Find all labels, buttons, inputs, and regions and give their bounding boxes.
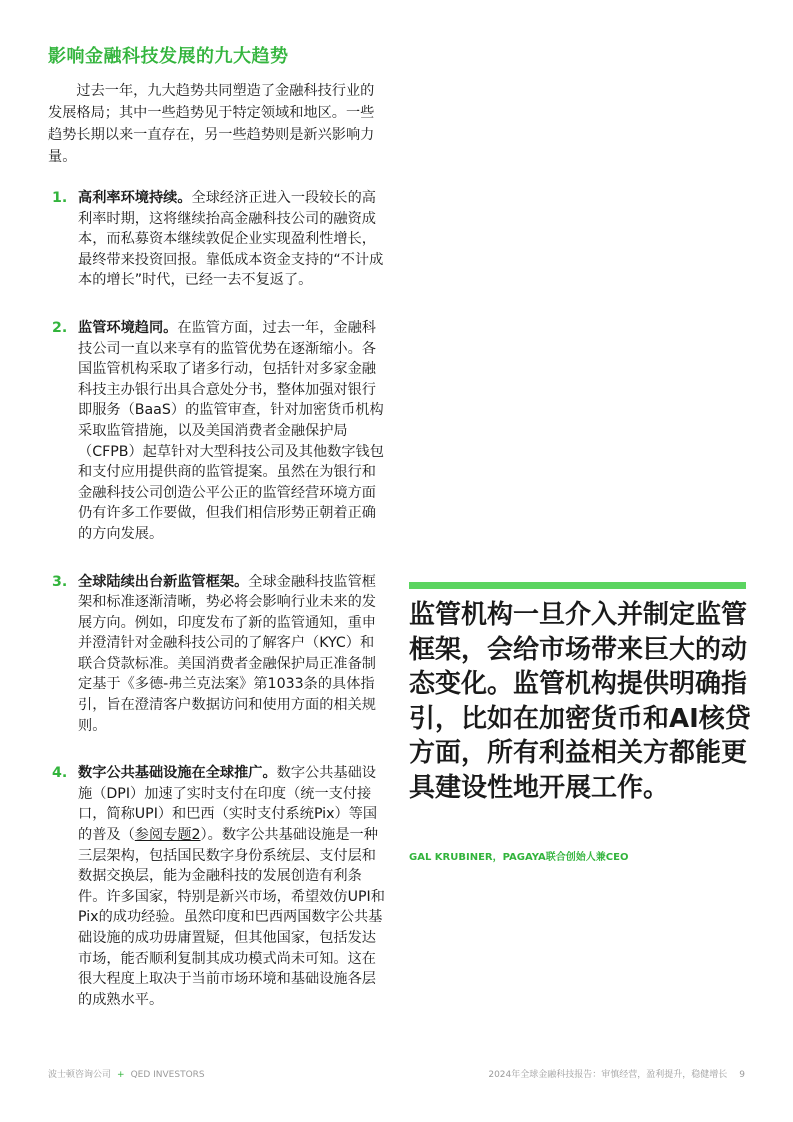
section-heading: 影响金融科技发展的九大趋势 bbox=[48, 46, 289, 67]
trend-title: 高利率环境持续。 bbox=[78, 190, 192, 206]
trend-number: 2. bbox=[52, 319, 68, 336]
footer-brand-qed: QED INVESTORS bbox=[130, 1070, 205, 1080]
quote-accent-bar bbox=[409, 582, 746, 589]
see-feature-link[interactable]: 参阅专题2 bbox=[134, 827, 201, 844]
trend-title: 全球陆续出台新监管框架。 bbox=[78, 573, 249, 590]
trend-item-2 bbox=[48, 318, 386, 545]
trend-title: 监管环境趋同。 bbox=[78, 319, 178, 336]
trend-item-4 bbox=[48, 763, 386, 1010]
trend-body-continued: ）。数字公共基础设施是一种三层架构，包括国民数字身份系统层、支付层和数据交换层，能为金融科技的发展创造有利条件。许多国家，特别是新兴市场，希望效仿UPI和Pix的成功经验。虽然印度和巴西两国数字公共基础设施的成功毋庸置疑，但其他国家，包括发达市场，能否顺利复制其成功模式尚未可知。这在很大程度上取决于当前市场环境和基础设施各层的成熟水平。 bbox=[78, 827, 385, 1008]
trend-list bbox=[48, 188, 386, 1010]
pull-quote: 监管机构一旦介入并制定监管框架，会给市场带来巨大的动态变化。监管机构提供明确指引，比如在加密货币和AI核贷方面，所有利益相关方都能更具建设性地开展工作。 bbox=[409, 600, 751, 803]
footer-separator: + bbox=[117, 1070, 125, 1080]
footer-brands bbox=[48, 1067, 205, 1080]
trend-number: 4. bbox=[52, 765, 68, 782]
trend-body: 数字公共基础设施（DPI）加速了实时支付在印度（统一支付接口，简称UPI）和巴西（实时支付系统Pix）等国的普及（ bbox=[78, 765, 378, 844]
trend-number: 1. bbox=[52, 190, 68, 206]
trend-body: 全球经济正进入一段较长的高利率时期，这将继续抬高金融科技公司的融资成本，而私募资本继续敦促企业实现盈利性增长，最终带来投资回报。靠低成本资金支持的“不计成本的增长”时代，已经一去不复返了。 bbox=[78, 190, 384, 289]
trend-item-1 bbox=[48, 188, 386, 291]
trend-title: 数字公共基础设施在全球推广。 bbox=[78, 765, 277, 782]
trend-number: 3. bbox=[52, 573, 68, 590]
trend-body: 全球金融科技监管框架和标准逐渐清晰，势必将会影响行业未来的发展方向。例如，印度发布了新的监管通知，重申并澄清针对金融科技公司的了解客户（KYC）和联合贷款标准。美国消费者金融保护局正准备制定基于《多德-弗兰克法案》第1033条的具体指引，旨在澄清客户数据访问和使用方面的相关规则。 bbox=[78, 573, 376, 734]
footer-report-title: 2024年全球金融科技报告：审慎经营，盈利提升，稳健增长 bbox=[488, 1070, 728, 1080]
footer-report-info bbox=[488, 1067, 745, 1080]
trend-body: 在监管方面，过去一年，金融科技公司一直以来享有的监管优势在逐渐缩小。各国监管机构采取了诸多行动，包括针对多家金融科技主办银行出具合意处分书，整体加强对银行即服务（BaaS）的监管审查，针对加密货币机构采取监管措施，以及美国消费者金融保护局（CFPB）起草针对大型科技公司及其他数字钱包和支付应用提供商的监管提案。虽然在为银行和金融科技公司创造公平公正的监管经营环境方面仍有许多工作要做，但我们相信形势正朝着正确的方向发展。 bbox=[78, 319, 384, 542]
trend-item-3 bbox=[48, 572, 386, 737]
quote-attribution: GAL KRUBINER，PAGAYA联合创始人兼CEO bbox=[409, 852, 629, 863]
page-number: 9 bbox=[739, 1070, 745, 1080]
footer-brand-bcg: 波士顿咨询公司 bbox=[48, 1070, 112, 1080]
intro-paragraph: 过去一年，九大趋势共同塑造了金融科技行业的发展格局；其中一些趋势见于特定领域和地区。一些趋势长期以来一直存在，另一些趋势则是新兴影响力量。 bbox=[48, 83, 375, 165]
